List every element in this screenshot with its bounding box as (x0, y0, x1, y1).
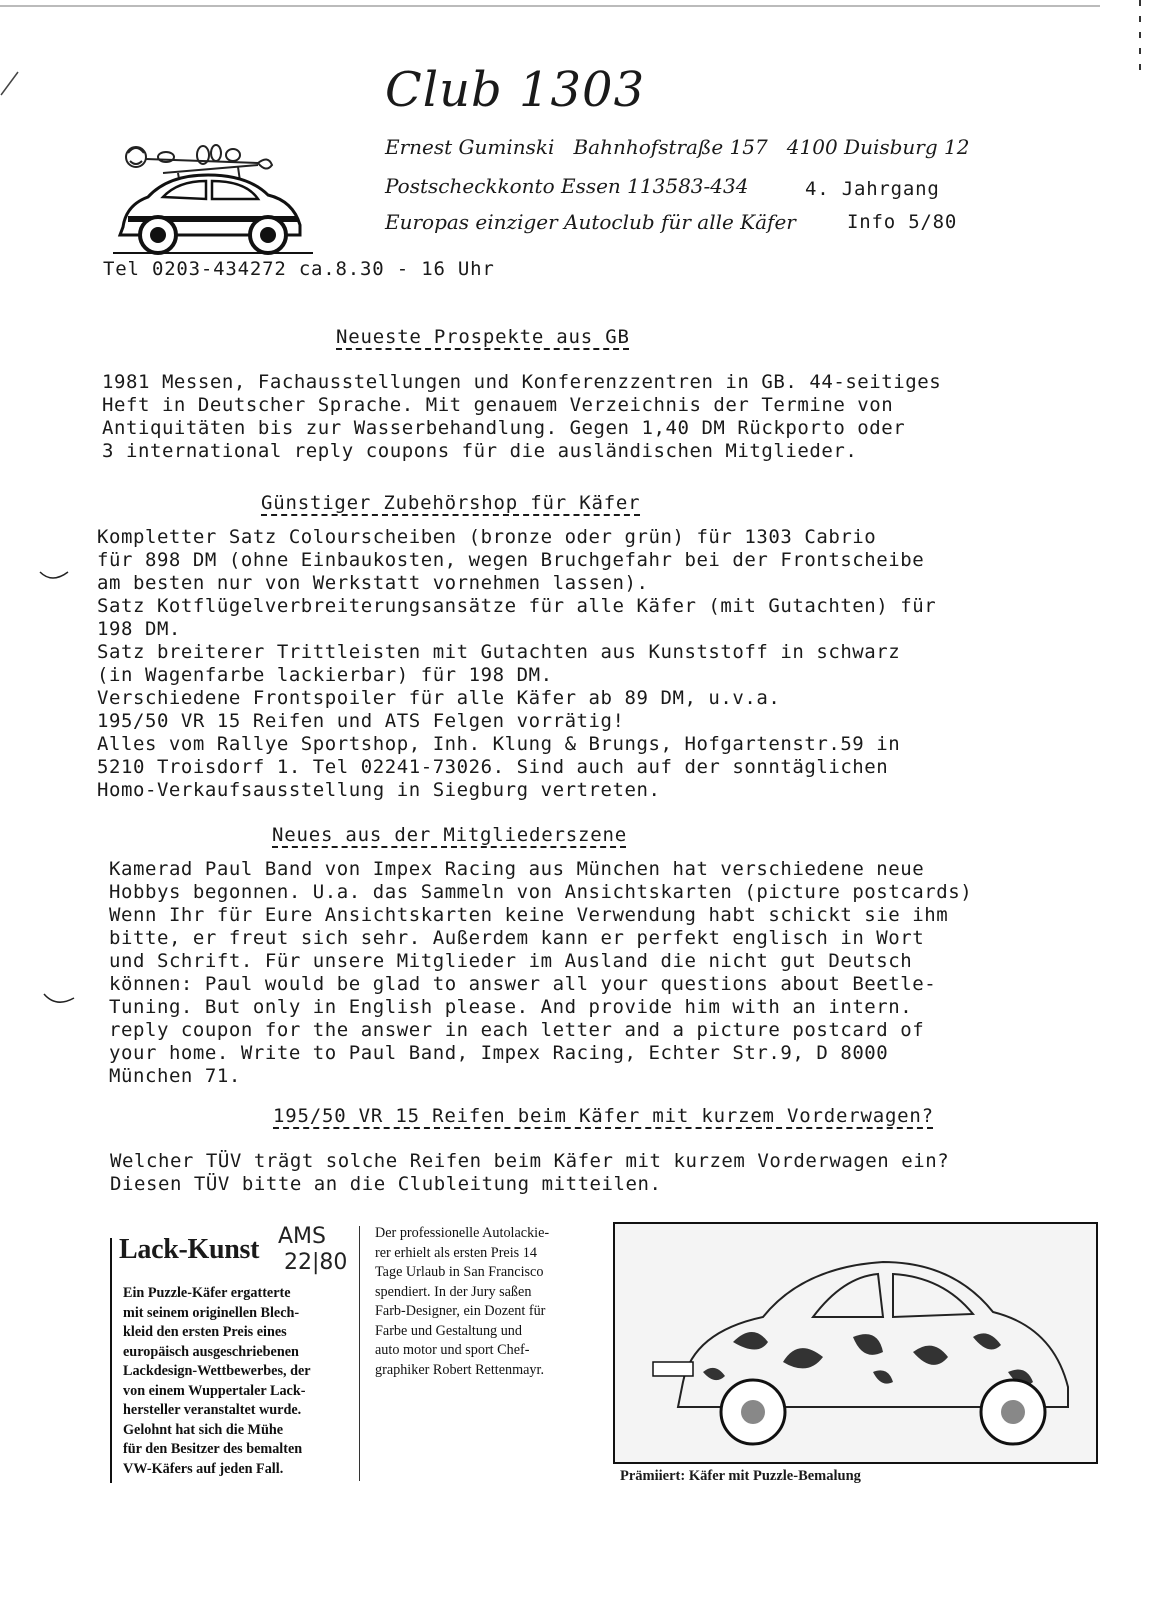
text-line: Verschiedene Frontspoiler für alle Käfer ab 89 DM, u.v.a. (97, 687, 781, 709)
text-line: Farb-Designer, ein Dozent für (375, 1303, 546, 1319)
text-line: 198 DM. (97, 618, 181, 640)
text-line: 3 international reply coupons für die ausländischen Mitglieder. (102, 440, 858, 462)
club-title: Club 1303 (385, 62, 646, 118)
text-line: von einem Wuppertaler Lack- (123, 1382, 306, 1399)
club-slogan: Europas einziger Autoclub für alle Käfer (385, 210, 796, 234)
text-line: Kompletter Satz Colourscheiben (bronze oder grün) für 1303 Cabrio (97, 526, 877, 548)
section-heading-zubehoer: Günstiger Zubehörshop für Käfer (261, 492, 641, 514)
handwritten-note-line: AMS (278, 1224, 326, 1249)
text-line: für den Besitzer des bemalten (123, 1441, 303, 1457)
text-line: Satz Kotflügelverbreiterungsansätze für alle Käfer (mit Gutachten) für (97, 595, 937, 617)
text-line: Wenn Ihr für Eure Ansichtskarten keine Verwendung habt schickt sie ihm (109, 904, 949, 926)
text-line: Tuning. But only in English please. And provide him with an intern. (109, 996, 913, 1018)
clipping-title: Lack-Kunst (119, 1234, 260, 1265)
text-line: VW-Käfers auf jeden Fall. (123, 1460, 284, 1477)
text-line: Diesen TÜV bitte an die Clubleitung mitteilen. (110, 1173, 662, 1195)
text-line: reply coupon for the answer in each letter and a picture postcard of (109, 1019, 925, 1041)
text-line: Der professionelle Autolackie- (375, 1225, 550, 1241)
text-line: 195/50 VR 15 Reifen und ATS Felgen vorrätig! (97, 710, 625, 732)
text-line: hersteller veranstaltet wurde. (123, 1402, 302, 1418)
section-heading-prospekte: Neueste Prospekte aus GB (336, 326, 630, 348)
text-line: für 898 DM (ohne Einbaukosten, wegen Bruchgefahr bei der Frontscheibe (97, 549, 925, 571)
text-line: Lackdesign-Wettbewerbes, der (123, 1363, 311, 1379)
postal-account: Postscheckkonto Essen 113583-434 (385, 174, 749, 198)
text-line: Ein Puzzle-Käfer ergatterte (123, 1285, 291, 1301)
text-line: mit seinem originellen Blech- (123, 1304, 300, 1321)
text-line: rer erhielt als ersten Preis 14 (375, 1244, 537, 1261)
volume-year: 4. Jahrgang (805, 178, 940, 200)
club-address: Ernest Guminski Bahnhofstraße 157 4100 Duisburg 12 (385, 135, 970, 159)
text-line: München 71. (109, 1065, 241, 1087)
handwritten-note-line: 22|80 (284, 1250, 348, 1275)
text-line: (in Wagenfarbe lackierbar) für 198 DM. (97, 664, 553, 686)
section-heading-reifen: 195/50 VR 15 Reifen beim Käfer mit kurzem Vorderwagen? (273, 1105, 934, 1127)
text-line: können: Paul would be glad to answer all your questions about Beetle- (109, 973, 937, 995)
text-line: Alles vom Rallye Sportshop, Inh. Klung & Brungs, Hofgartenstr.59 in (97, 733, 901, 755)
text-line: your home. Write to Paul Band, Impex Racing, Echter Str.9, D 8000 (109, 1042, 889, 1064)
text-line: Welcher TÜV trägt solche Reifen beim Käfer mit kurzem Vorderwagen ein? (110, 1150, 950, 1172)
text-line: auto motor und sport Chef- (375, 1342, 530, 1358)
text-line: kleid den ersten Preis eines (123, 1324, 287, 1340)
text-line: bitte, er freut sich sehr. Außerdem kann er perfekt englisch in Wort (109, 927, 925, 949)
text-line: Homo-Verkaufsausstellung in Siegburg vertreten. (97, 779, 661, 801)
text-line: Heft in Deutscher Sprache. Mit genauem Verzeichnis der Termine von (102, 394, 894, 416)
text-line: 1981 Messen, Fachausstellungen und Konferenzzentren in GB. 44-seitiges (102, 371, 942, 393)
text-line: Hobbys begonnen. U.a. das Sammeln von Ansichtskarten (picture postcards) (109, 881, 973, 903)
section-heading-mitgliederszene: Neues aus der Mitgliederszene (272, 824, 627, 846)
text-line: europäisch ausgeschriebenen (123, 1343, 299, 1360)
text-line: graphiker Robert Rettenmayr. (375, 1361, 545, 1378)
issue-number: Info 5/80 (847, 211, 958, 233)
text-line: Satz breiterer Trittleisten mit Gutachten aus Kunststoff in schwarz (97, 641, 901, 663)
text-line: und Schrift. Für unsere Mitglieder im Ausland die nicht gut Deutsch (109, 950, 913, 972)
text-line: spendiert. In der Jury saßen (375, 1283, 532, 1300)
text-line: am besten nur von Werkstatt vornehmen lassen). (97, 572, 649, 594)
text-line: Antiquitäten bis zur Wasserbehandlung. Gegen 1,40 DM Rückporto oder (102, 417, 906, 439)
text-line: Kamerad Paul Band von Impex Racing aus München hat verschiedene neue (109, 858, 925, 880)
phone-line: Tel 0203-434272 ca.8.30 - 16 Uhr (103, 258, 495, 280)
text-line: 5210 Troisdorf 1. Tel 02241-73026. Sind auch auf der sonntäglichen (97, 756, 889, 778)
text-line: Gelohnt hat sich die Mühe (123, 1421, 284, 1438)
photo-caption: Prämiiert: Käfer mit Puzzle-Bemalung (620, 1468, 861, 1484)
text-line: Tage Urlaub in San Francisco (375, 1264, 544, 1280)
text-line: Farbe und Gestaltung und (375, 1322, 522, 1339)
